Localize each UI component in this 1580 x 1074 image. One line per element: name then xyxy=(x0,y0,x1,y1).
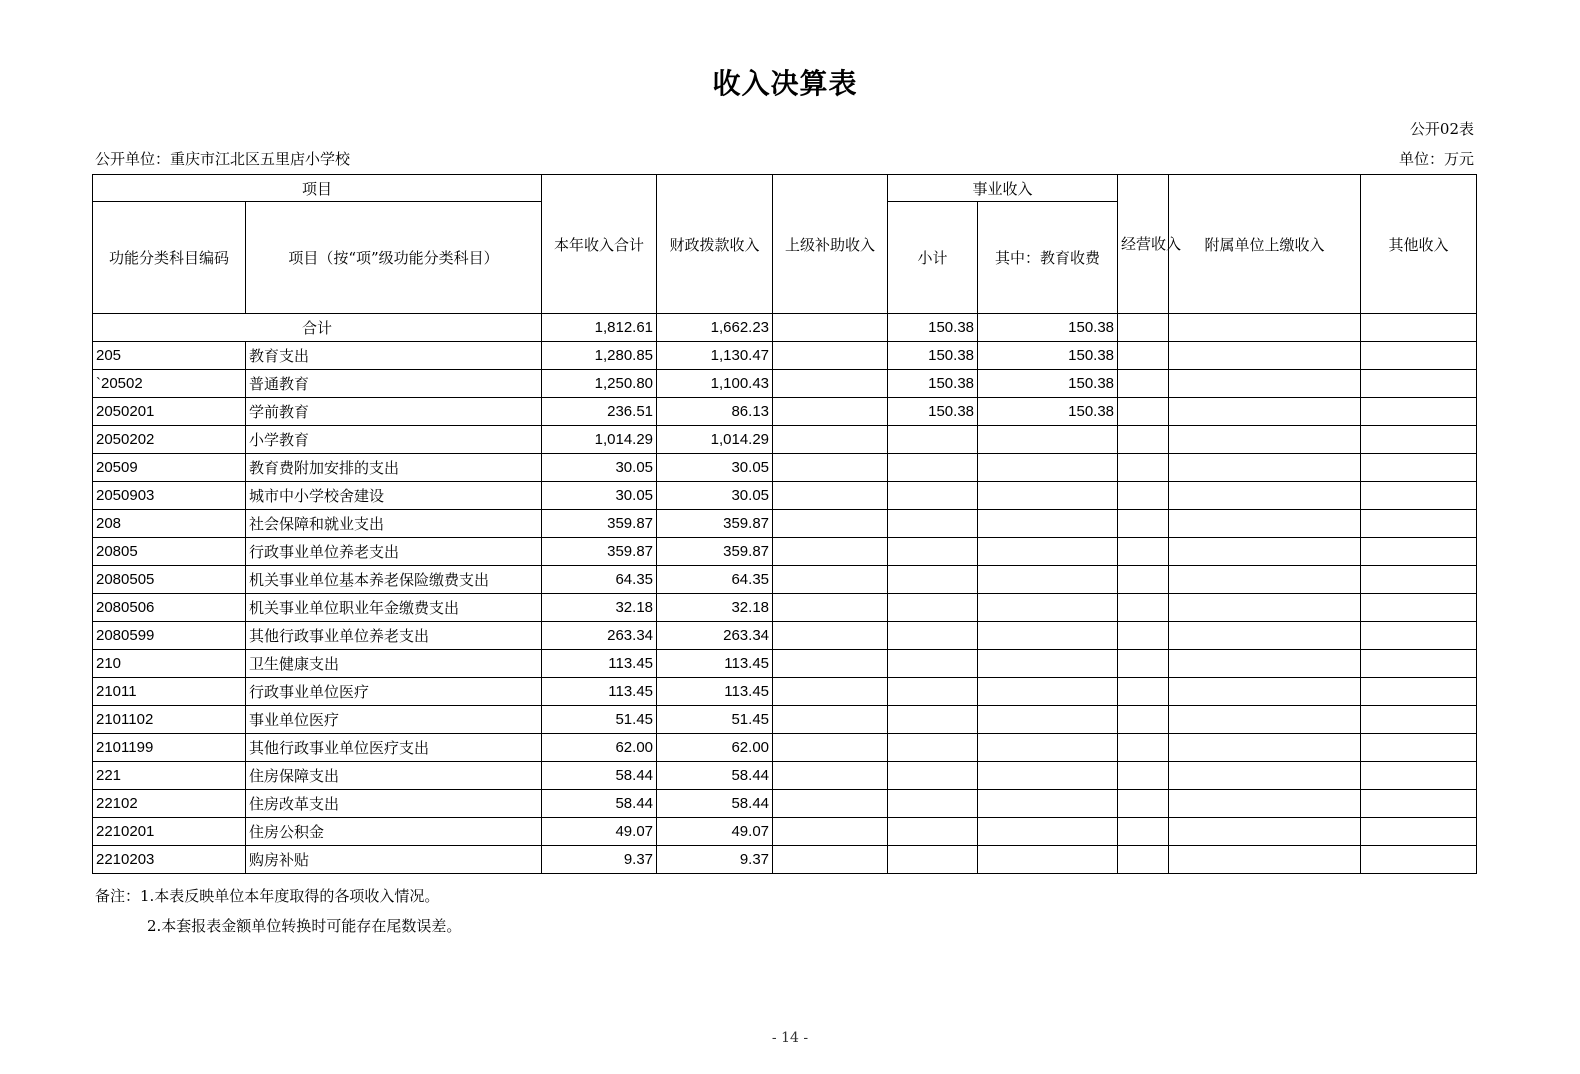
cell-total: 359.87 xyxy=(542,538,657,566)
table-row xyxy=(93,342,1477,370)
cell-edu-fee xyxy=(978,538,1118,566)
note-1: 备注：1.本表反映单位本年度取得的各项收入情况。 xyxy=(95,887,440,905)
cell-fiscal: 1,014.29 xyxy=(657,426,773,454)
cell-name: 住房保障支出 xyxy=(246,762,542,790)
cell-fiscal: 113.45 xyxy=(657,678,773,706)
cell-operating xyxy=(1118,342,1169,370)
cell-other xyxy=(1361,622,1477,650)
cell-name: 住房改革支出 xyxy=(246,790,542,818)
note-2: 2.本套报表金额单位转换时可能存在尾数误差。 xyxy=(147,917,462,935)
cell-affiliate xyxy=(1169,538,1361,566)
cell-operating xyxy=(1118,622,1169,650)
table-row xyxy=(93,650,1477,678)
cell-subtotal: 150.38 xyxy=(888,398,978,426)
table-row xyxy=(93,482,1477,510)
cell-total: 113.45 xyxy=(542,678,657,706)
table-row xyxy=(93,622,1477,650)
cell-total: 1,250.80 xyxy=(542,370,657,398)
currency-unit: 单位：万元 xyxy=(1398,150,1474,168)
cell-subtotal xyxy=(888,426,978,454)
cell-code: 21011 xyxy=(93,678,246,706)
cell-total: 51.45 xyxy=(542,706,657,734)
cell-subtotal xyxy=(888,454,978,482)
cell-superior xyxy=(773,622,888,650)
cell-operating xyxy=(1118,706,1169,734)
cell-total: 30.05 xyxy=(542,454,657,482)
cell-total: 236.51 xyxy=(542,398,657,426)
cell-superior xyxy=(773,846,888,874)
cell-other xyxy=(1361,734,1477,762)
cell-affiliate xyxy=(1169,650,1361,678)
cell-superior xyxy=(773,594,888,622)
cell-edu-fee xyxy=(978,790,1118,818)
total-label: 合计 xyxy=(93,314,542,342)
cell-fiscal: 359.87 xyxy=(657,510,773,538)
cell-edu-fee xyxy=(978,818,1118,846)
cell-subtotal xyxy=(888,762,978,790)
cell-affiliate xyxy=(1169,426,1361,454)
table-row xyxy=(93,594,1477,622)
cell-operating xyxy=(1118,426,1169,454)
table-row xyxy=(93,790,1477,818)
cell-code: `20502 xyxy=(93,370,246,398)
cell-superior xyxy=(773,790,888,818)
header-project-name: 项目（按“项”级功能分类科目） xyxy=(246,202,542,314)
cell-superior xyxy=(773,482,888,510)
cell-subtotal xyxy=(888,818,978,846)
cell-subtotal xyxy=(888,650,978,678)
cell-affiliate xyxy=(1169,398,1361,426)
header-affiliate: 附属单位上缴收入 xyxy=(1169,175,1361,314)
cell-operating xyxy=(1118,454,1169,482)
cell-operating xyxy=(1118,566,1169,594)
header-fiscal: 财政拨款收入 xyxy=(657,175,773,314)
cell-name: 普通教育 xyxy=(246,370,542,398)
table-row xyxy=(93,762,1477,790)
cell-fiscal: 32.18 xyxy=(657,594,773,622)
cell-code: 2080599 xyxy=(93,622,246,650)
cell-other xyxy=(1361,790,1477,818)
cell-fiscal: 359.87 xyxy=(657,538,773,566)
cell-name: 住房公积金 xyxy=(246,818,542,846)
cell-edu-fee: 150.38 xyxy=(978,370,1118,398)
cell-other xyxy=(1361,454,1477,482)
cell-operating xyxy=(1118,510,1169,538)
cell-subtotal xyxy=(888,482,978,510)
header-superior: 上级补助收入 xyxy=(773,175,888,314)
cell-other xyxy=(1361,706,1477,734)
income-table xyxy=(92,174,1477,874)
cell-affiliate xyxy=(1169,706,1361,734)
cell-fiscal: 263.34 xyxy=(657,622,773,650)
cell-total: 58.44 xyxy=(542,790,657,818)
notes xyxy=(95,881,461,941)
cell-total: 113.45 xyxy=(542,650,657,678)
cell-other xyxy=(1361,426,1477,454)
cell-fiscal: 1,130.47 xyxy=(657,342,773,370)
cell-fiscal: 86.13 xyxy=(657,398,773,426)
cell-subtotal xyxy=(888,706,978,734)
cell-edu-fee xyxy=(978,846,1118,874)
cell-operating xyxy=(1118,790,1169,818)
table-row xyxy=(93,538,1477,566)
cell-total: 359.87 xyxy=(542,510,657,538)
cell-operating xyxy=(1118,762,1169,790)
header-project: 项目 xyxy=(93,175,542,202)
cell-subtotal xyxy=(888,538,978,566)
page-title: 收入决算表 xyxy=(712,67,858,100)
cell-other xyxy=(1361,398,1477,426)
cell-operating xyxy=(1118,594,1169,622)
cell-other xyxy=(1361,650,1477,678)
cell-edu-fee xyxy=(978,510,1118,538)
cell-operating xyxy=(1118,734,1169,762)
cell-other xyxy=(1361,594,1477,622)
cell-affiliate xyxy=(1169,818,1361,846)
cell-total: 1,280.85 xyxy=(542,342,657,370)
header-subtotal: 小计 xyxy=(888,202,978,314)
cell-code: 20509 xyxy=(93,454,246,482)
table-row xyxy=(93,846,1477,874)
header-row-1 xyxy=(93,175,1477,202)
cell-total: 49.07 xyxy=(542,818,657,846)
cell-operating xyxy=(1118,398,1169,426)
cell-fiscal: 51.45 xyxy=(657,706,773,734)
cell-affiliate xyxy=(1169,594,1361,622)
cell-edu-fee xyxy=(978,566,1118,594)
cell-code: 2210201 xyxy=(93,818,246,846)
cell-affiliate xyxy=(1169,762,1361,790)
reporting-unit: 公开单位：重庆市江北区五里店小学校 xyxy=(95,150,351,168)
table-row xyxy=(93,510,1477,538)
cell-affiliate xyxy=(1169,622,1361,650)
cell-name: 购房补贴 xyxy=(246,846,542,874)
total-other xyxy=(1361,314,1477,342)
cell-affiliate xyxy=(1169,342,1361,370)
cell-subtotal xyxy=(888,678,978,706)
cell-name: 其他行政事业单位养老支出 xyxy=(246,622,542,650)
cell-operating xyxy=(1118,370,1169,398)
cell-total: 30.05 xyxy=(542,482,657,510)
cell-superior xyxy=(773,650,888,678)
cell-operating xyxy=(1118,482,1169,510)
cell-code: 2050201 xyxy=(93,398,246,426)
cell-name: 其他行政事业单位医疗支出 xyxy=(246,734,542,762)
cell-operating xyxy=(1118,538,1169,566)
cell-name: 社会保障和就业支出 xyxy=(246,510,542,538)
cell-operating xyxy=(1118,678,1169,706)
cell-code: 2050903 xyxy=(93,482,246,510)
total-superior xyxy=(773,314,888,342)
header-edu-fee: 其中：教育收费 xyxy=(978,202,1118,314)
cell-total: 58.44 xyxy=(542,762,657,790)
cell-superior xyxy=(773,538,888,566)
total-total: 1,812.61 xyxy=(542,314,657,342)
cell-superior xyxy=(773,678,888,706)
cell-code: 22102 xyxy=(93,790,246,818)
cell-name: 卫生健康支出 xyxy=(246,650,542,678)
total-affiliate xyxy=(1169,314,1361,342)
cell-code: 2080506 xyxy=(93,594,246,622)
total-row xyxy=(93,314,1477,342)
cell-edu-fee xyxy=(978,706,1118,734)
cell-edu-fee xyxy=(978,482,1118,510)
cell-operating xyxy=(1118,818,1169,846)
cell-name: 城市中小学校舍建设 xyxy=(246,482,542,510)
cell-subtotal xyxy=(888,846,978,874)
total-subtotal: 150.38 xyxy=(888,314,978,342)
cell-code: 210 xyxy=(93,650,246,678)
cell-code: 208 xyxy=(93,510,246,538)
table-row xyxy=(93,734,1477,762)
cell-code: 221 xyxy=(93,762,246,790)
cell-edu-fee xyxy=(978,426,1118,454)
cell-superior xyxy=(773,342,888,370)
cell-fiscal: 64.35 xyxy=(657,566,773,594)
cell-fiscal: 62.00 xyxy=(657,734,773,762)
table-row xyxy=(93,566,1477,594)
cell-other xyxy=(1361,678,1477,706)
cell-affiliate xyxy=(1169,790,1361,818)
cell-name: 行政事业单位医疗 xyxy=(246,678,542,706)
total-fiscal: 1,662.23 xyxy=(657,314,773,342)
cell-other xyxy=(1361,566,1477,594)
cell-affiliate xyxy=(1169,510,1361,538)
cell-affiliate xyxy=(1169,566,1361,594)
cell-superior xyxy=(773,370,888,398)
cell-code: 2101102 xyxy=(93,706,246,734)
cell-code: 2210203 xyxy=(93,846,246,874)
cell-fiscal: 30.05 xyxy=(657,454,773,482)
table-row xyxy=(93,398,1477,426)
cell-total: 263.34 xyxy=(542,622,657,650)
cell-subtotal xyxy=(888,594,978,622)
cell-subtotal xyxy=(888,790,978,818)
cell-operating xyxy=(1118,846,1169,874)
cell-code: 2050202 xyxy=(93,426,246,454)
cell-edu-fee xyxy=(978,594,1118,622)
cell-affiliate xyxy=(1169,846,1361,874)
cell-name: 小学教育 xyxy=(246,426,542,454)
cell-affiliate xyxy=(1169,370,1361,398)
total-operating xyxy=(1118,314,1169,342)
table-row xyxy=(93,706,1477,734)
cell-superior xyxy=(773,706,888,734)
cell-fiscal: 1,100.43 xyxy=(657,370,773,398)
cell-affiliate xyxy=(1169,482,1361,510)
cell-superior xyxy=(773,426,888,454)
cell-name: 机关事业单位职业年金缴费支出 xyxy=(246,594,542,622)
cell-code: 2080505 xyxy=(93,566,246,594)
cell-affiliate xyxy=(1169,454,1361,482)
cell-name: 事业单位医疗 xyxy=(246,706,542,734)
cell-fiscal: 9.37 xyxy=(657,846,773,874)
cell-fiscal: 49.07 xyxy=(657,818,773,846)
cell-edu-fee: 150.38 xyxy=(978,398,1118,426)
cell-edu-fee xyxy=(978,622,1118,650)
cell-other xyxy=(1361,818,1477,846)
cell-total: 9.37 xyxy=(542,846,657,874)
cell-edu-fee xyxy=(978,734,1118,762)
header-operating: 经营收入 xyxy=(1118,175,1169,314)
cell-affiliate xyxy=(1169,734,1361,762)
cell-fiscal: 113.45 xyxy=(657,650,773,678)
cell-name: 机关事业单位基本养老保险缴费支出 xyxy=(246,566,542,594)
cell-other xyxy=(1361,342,1477,370)
cell-fiscal: 30.05 xyxy=(657,482,773,510)
cell-name: 学前教育 xyxy=(246,398,542,426)
cell-other xyxy=(1361,538,1477,566)
cell-superior xyxy=(773,762,888,790)
cell-code: 2101199 xyxy=(93,734,246,762)
header-other: 其他收入 xyxy=(1361,175,1477,314)
cell-total: 32.18 xyxy=(542,594,657,622)
cell-subtotal xyxy=(888,622,978,650)
cell-edu-fee xyxy=(978,650,1118,678)
cell-other xyxy=(1361,846,1477,874)
cell-total: 64.35 xyxy=(542,566,657,594)
form-number: 公开02表 xyxy=(1409,120,1474,138)
cell-affiliate xyxy=(1169,678,1361,706)
cell-name: 行政事业单位养老支出 xyxy=(246,538,542,566)
table-row xyxy=(93,818,1477,846)
cell-other xyxy=(1361,762,1477,790)
cell-code: 20805 xyxy=(93,538,246,566)
cell-total: 1,014.29 xyxy=(542,426,657,454)
cell-superior xyxy=(773,734,888,762)
cell-other xyxy=(1361,370,1477,398)
cell-fiscal: 58.44 xyxy=(657,790,773,818)
cell-fiscal: 58.44 xyxy=(657,762,773,790)
cell-subtotal: 150.38 xyxy=(888,370,978,398)
cell-edu-fee xyxy=(978,762,1118,790)
header-total: 本年收入合计 xyxy=(542,175,657,314)
total-edu-fee: 150.38 xyxy=(978,314,1118,342)
cell-edu-fee: 150.38 xyxy=(978,342,1118,370)
cell-edu-fee xyxy=(978,678,1118,706)
cell-superior xyxy=(773,398,888,426)
table-row xyxy=(93,370,1477,398)
table-row xyxy=(93,426,1477,454)
table-row xyxy=(93,454,1477,482)
cell-other xyxy=(1361,482,1477,510)
cell-subtotal: 150.38 xyxy=(888,342,978,370)
cell-operating xyxy=(1118,650,1169,678)
header-func-code: 功能分类科目编码 xyxy=(93,202,246,314)
cell-subtotal xyxy=(888,734,978,762)
cell-name: 教育费附加安排的支出 xyxy=(246,454,542,482)
table-row xyxy=(93,678,1477,706)
cell-superior xyxy=(773,818,888,846)
cell-name: 教育支出 xyxy=(246,342,542,370)
page-number: - 14 - xyxy=(771,1030,809,1046)
cell-subtotal xyxy=(888,566,978,594)
cell-total: 62.00 xyxy=(542,734,657,762)
cell-code: 205 xyxy=(93,342,246,370)
cell-superior xyxy=(773,566,888,594)
cell-superior xyxy=(773,454,888,482)
cell-superior xyxy=(773,510,888,538)
header-business: 事业收入 xyxy=(888,175,1118,202)
cell-subtotal xyxy=(888,510,978,538)
cell-other xyxy=(1361,510,1477,538)
cell-edu-fee xyxy=(978,454,1118,482)
